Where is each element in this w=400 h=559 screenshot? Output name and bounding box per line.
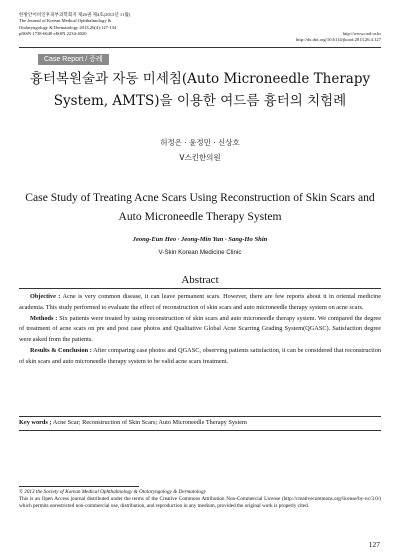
keywords-text: Acne Scar; Reconstruction of Skin Scars; Auto Microneedle Therapy System: [52, 419, 247, 426]
english-affiliation: V-Skin Korean Medicine Clinic: [158, 249, 242, 256]
english-title: Case Study of Treating Acne Scars Using Reconstruction of Skin Scars and Auto Microneedle Therapy System: [25, 191, 375, 223]
copyright-notice: © 2013 the Society of Korean Medical Ophthalmology & Otolaryngology & Dermatology: [19, 489, 206, 495]
abstract-objective: [19, 292, 381, 313]
journal-url[interactable]: http://www.ood.or.kr: [342, 31, 381, 36]
results-label: Results & Conclusion :: [30, 346, 92, 354]
korean-affiliation: V스킨한의원: [179, 153, 221, 162]
journal-header-left: [19, 12, 130, 38]
keywords-top-divider: [19, 416, 381, 417]
abstract-results: [19, 346, 381, 367]
article-type-badge: Case Report / 증례: [38, 54, 109, 65]
header-line: The Journal of Korean Medical Ophthalmology &: [19, 18, 112, 24]
abstract-heading: Abstract: [181, 274, 219, 286]
abstract-body: [19, 292, 381, 368]
keywords-line: [19, 419, 381, 426]
english-authors: Jeong-Eun Heo · Jeong-Min Yun · Sang-Ho Shin: [132, 236, 268, 243]
keywords-label: Key words ;: [19, 419, 52, 426]
license-text: This is an Open Access journal distributed under the terms of the Creative Commons Attribution Non-Commercial License (http://creativecommons.org/license/by-nc/3.0/) which permits unrestricted non-commercial use, distribution, and reproduction in any medium, provided the original work is properly cited.: [19, 496, 381, 510]
header-divider: [19, 47, 381, 48]
page-number: 127: [368, 540, 380, 549]
keywords-bottom-divider: [19, 430, 381, 431]
doi-link[interactable]: http://dx.doi.org/10.6114/jkood.2013.26.4.127: [295, 37, 381, 43]
objective-text: Acne is very common disease, it can leave permanent scars. However, there are few reports about it in oriental medicine academia. This study performed to evaluate the effect of reconstruction of skin scars and auto microneedle therapy system on acne scars.: [19, 293, 381, 311]
methods-text: Six patients were treated by using reconstruction of skin scars and auto microneedle therapy system. We compared the degree of treatment of acne scars on pre and post case photos and Qualitative Global Acne Scarring Grading System(QGASC). Satisfaction degree were asked from the patients.: [19, 314, 382, 343]
results-text: After comparing case photos and QGASC, observing patients satisfaction, it can be considered that reconstruction of skin scars and auto microneedle therapy system to be valid acne scars treatment.: [19, 346, 381, 365]
korean-authors: 허정은 · 윤정민 · 신상호: [160, 138, 240, 147]
abstract-methods: [19, 314, 381, 346]
footnote-divider: [19, 486, 139, 487]
methods-label: Methods :: [30, 314, 58, 322]
header-line: pISSN 1738-6640 eISSN 2234-4020: [19, 31, 87, 37]
abstract-divider: [19, 288, 381, 289]
objective-label: Objective :: [30, 293, 61, 300]
header-line: Otolaryngology & Dermatology 2013;26(4):127-134: [19, 24, 117, 30]
header-line: 한방안이비인후피부과학회지 제26권 제4호(2013년 11월): [19, 12, 131, 17]
journal-header-right: [296, 31, 381, 44]
korean-title: 흉터복원술과 자동 미세침(Auto Microneedle Therapy System, AMTS)을 이용한 여드름 흉터의 치험례: [29, 71, 371, 109]
